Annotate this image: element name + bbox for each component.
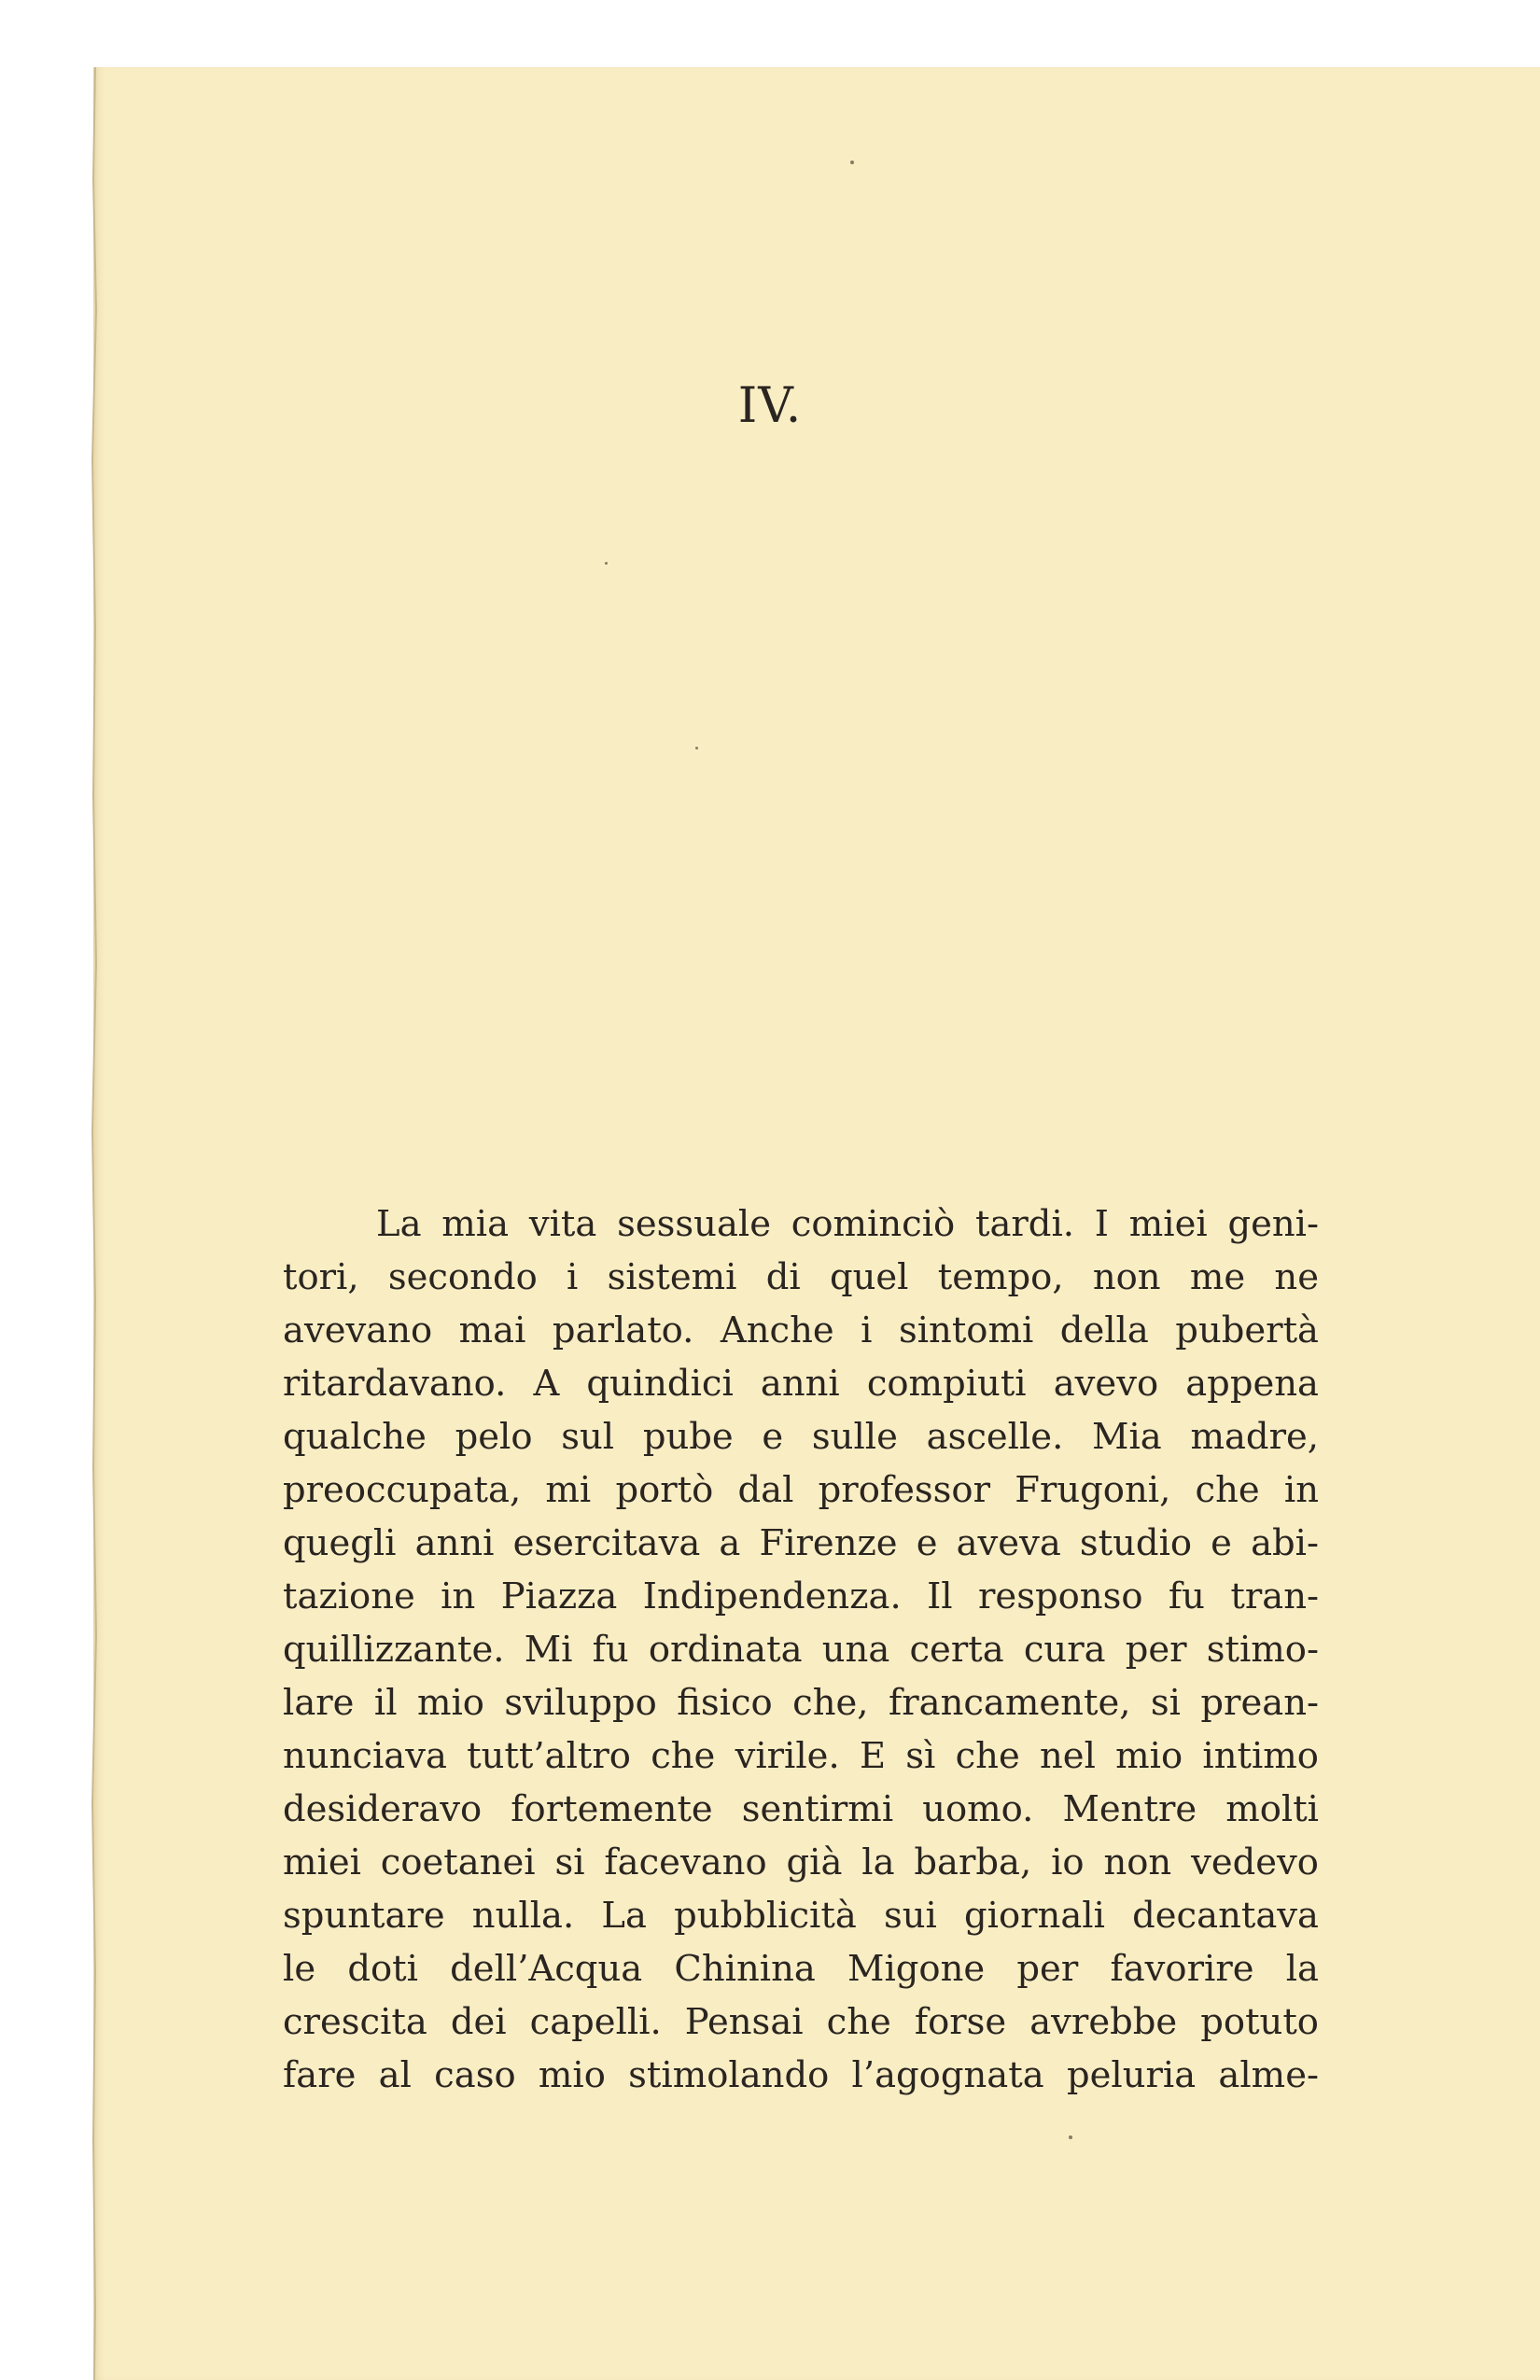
text-line: La mia vita sessuale cominciò tardi. I miei geni- [376, 1203, 1319, 1245]
text-line: tazione in Piazza Indipendenza. Il responso fu tran- [283, 1575, 1319, 1617]
text-line: ritardavano. A quindici anni compiuti avevo appena [283, 1363, 1319, 1405]
text-line: desideravo fortemente sentirmi uomo. Mentre molti [283, 1788, 1319, 1830]
paper-speck [695, 747, 698, 749]
text-line: spuntare nulla. La pubblicità sui giornali decantava [283, 1895, 1319, 1937]
text-line: nunciava tutt’altro che virile. E sì che nel mio intimo [283, 1735, 1319, 1777]
text-line: qualche pelo sul pube e sulle ascelle. Mia madre, [283, 1416, 1319, 1458]
paper-speck [605, 562, 608, 565]
text-line: fare al caso mio stimolando l’agognata peluria alme- [283, 2054, 1319, 2096]
text-line: tori, secondo i sistemi di quel tempo, non me ne [283, 1256, 1319, 1298]
text-line: preoccupata, mi portò dal professor Frugoni, che in [283, 1469, 1319, 1511]
text-line: le doti dell’Acqua Chinina Migone per favorire la [283, 1948, 1319, 1990]
text-line: miei coetanei si facevano già la barba, io non vedevo [283, 1841, 1319, 1883]
paper-speck [850, 161, 854, 164]
chapter-heading: IV. [737, 378, 803, 434]
text-line: quillizzante. Mi fu ordinata una certa cura per stimo- [283, 1629, 1319, 1671]
paper-speck [1069, 2135, 1072, 2139]
text-line: crescita dei capelli. Pensai che forse avrebbe potuto [283, 2001, 1319, 2043]
text-line: lare il mio sviluppo fisico che, francamente, si prean- [283, 1682, 1319, 1724]
body-text [283, 1197, 1319, 2102]
text-line: quegli anni esercitava a Firenze e aveva studio e abi- [283, 1522, 1319, 1564]
text-line: avevano mai parlato. Anche i sintomi della pubertà [283, 1309, 1319, 1351]
